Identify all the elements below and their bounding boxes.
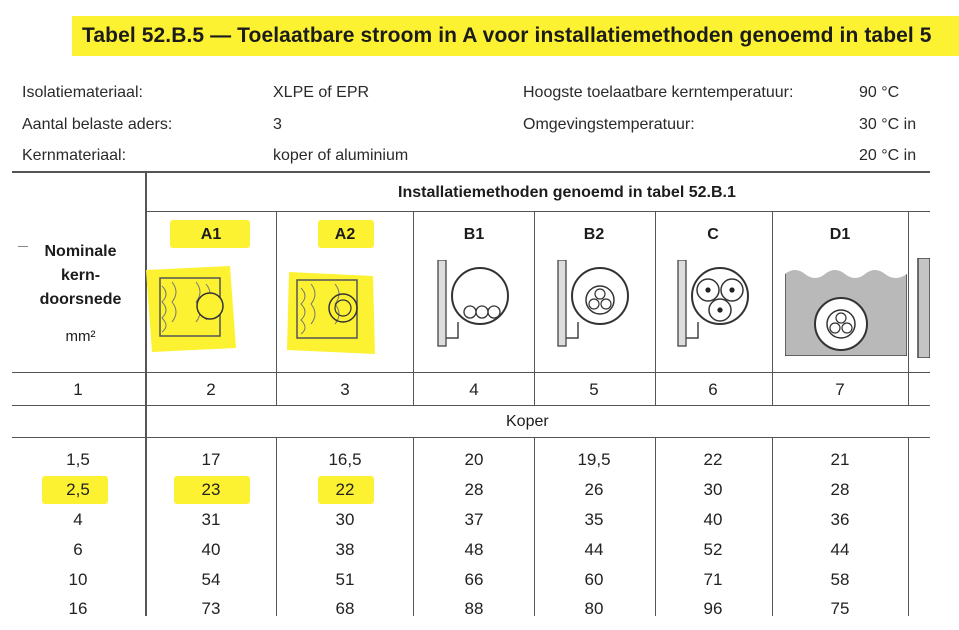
section-rule (12, 437, 930, 438)
col-divider (655, 212, 656, 405)
ampacity-cell: 40 (703, 510, 723, 529)
ambient-label: Omgevingstemperatuur: (523, 116, 695, 133)
illustration-bottom-rule (12, 372, 930, 373)
ampacity-cell: 28 (464, 480, 484, 499)
ampacity-cell: 30 (703, 480, 723, 499)
size-column-header (18, 240, 143, 312)
col-divider (276, 438, 277, 616)
max-temp-label: Hoogste toelaatbare kerntemperatuur: (523, 84, 794, 101)
size-header-line1: Nominale (44, 243, 117, 260)
ampacity-cell: 75 (830, 599, 850, 618)
ampacity-cell: 38 (335, 540, 355, 559)
ampacity-cell: 30 (335, 510, 355, 529)
ampacity-cell: 22 (703, 450, 723, 469)
size-header-line3: doorsnede (39, 291, 122, 308)
ampacity-cell: 35 (584, 510, 604, 529)
core-material-value: koper of aluminium (273, 147, 409, 164)
first-col-divider (145, 171, 147, 616)
col-number-6: 6 (708, 380, 718, 399)
ampacity-cell: 26 (584, 480, 604, 499)
method-a1: A1 (200, 226, 222, 243)
ampacity-cell: 71 (703, 570, 723, 589)
size-header-line2: kern- (60, 267, 101, 284)
a2-illustration (287, 270, 379, 358)
ampacity-cell: 66 (464, 570, 484, 589)
ampacity-cell: 21 (830, 450, 850, 469)
size-unit: mm² (65, 328, 96, 345)
a1-illustration (146, 266, 238, 354)
col-divider (655, 438, 656, 616)
ampacity-cell: 22 (335, 480, 355, 499)
col-divider (534, 212, 535, 405)
ampacity-cell: 17 (201, 450, 221, 469)
ampacity-cell: 73 (201, 599, 221, 618)
ampacity-cell: 88 (464, 599, 484, 618)
column-number-rule (12, 405, 930, 406)
ampacity-cell: 23 (201, 480, 221, 499)
col-divider (413, 212, 414, 405)
loaded-cores-label: Aantal belaste aders: (22, 116, 173, 133)
col-number-4: 4 (469, 380, 479, 399)
ampacity-cell: 96 (703, 599, 723, 618)
size-cell: 10 (68, 570, 88, 589)
ampacity-cell: 48 (464, 540, 484, 559)
ampacity-cell: 44 (584, 540, 604, 559)
ampacity-cell: 16,5 (328, 450, 362, 469)
size-cell: 2,5 (66, 480, 90, 499)
core-material-label: Kernmateriaal: (22, 147, 127, 164)
col-number-2: 2 (206, 380, 216, 399)
ampacity-cell: 80 (584, 599, 604, 618)
ampacity-cell: 51 (335, 570, 355, 589)
ampacity-cell: 37 (464, 510, 484, 529)
col-divider (534, 438, 535, 616)
table-title-highlight (72, 16, 959, 56)
size-cell: 16 (68, 599, 88, 618)
ambient-value-air: 30 °C in (859, 116, 917, 133)
table-title: Tabel 52.B.5 — Toelaatbare stroom in A voor installatiemethoden genoemd in tabel 5 (82, 24, 932, 47)
ampacity-cell: 44 (830, 540, 850, 559)
c-illustration (676, 260, 758, 348)
ampacity-cell: 31 (201, 510, 221, 529)
ampacity-cell: 19,5 (577, 450, 611, 469)
col-divider (772, 212, 773, 405)
method-a2: A2 (334, 226, 356, 243)
ampacity-cell: 40 (201, 540, 221, 559)
table-top-rule (12, 171, 930, 173)
insulation-label: Isolatiemateriaal: (22, 84, 143, 101)
b1-illustration (436, 260, 518, 348)
method-b1: B1 (463, 226, 485, 243)
ampacity-cell: 36 (830, 510, 850, 529)
group-header: Installatiemethoden genoemd in tabel 52.B.1 (398, 184, 736, 201)
size-cell: 4 (73, 510, 83, 529)
ampacity-cell: 58 (830, 570, 850, 589)
ampacity-cell: 20 (464, 450, 484, 469)
method-c: C (707, 226, 719, 243)
ampacity-cell: 68 (335, 599, 355, 618)
method-b2: B2 (583, 226, 605, 243)
loaded-cores-value: 3 (273, 116, 282, 133)
col-divider (276, 212, 277, 405)
section-label-koper: Koper (506, 413, 549, 430)
b2-illustration (556, 260, 638, 348)
max-temp-value: 90 °C (859, 84, 900, 101)
size-cell: 6 (73, 540, 83, 559)
col-number-3: 3 (340, 380, 350, 399)
size-cell: 1,5 (66, 450, 90, 469)
method-d1: D1 (829, 226, 851, 243)
col-number-7: 7 (835, 380, 845, 399)
col-divider (772, 438, 773, 616)
col-number-1: 1 (73, 380, 83, 399)
ampacity-cell: 60 (584, 570, 604, 589)
d1-illustration (785, 260, 907, 356)
ampacity-cell: 54 (201, 570, 221, 589)
col-divider (413, 438, 414, 616)
header-tick (18, 246, 28, 247)
ambient-value-ground: 20 °C in (859, 147, 917, 164)
ampacity-cell: 28 (830, 480, 850, 499)
next-column-illustration-edge (914, 258, 930, 358)
group-header-rule (145, 211, 930, 212)
ampacity-cell: 52 (703, 540, 723, 559)
col-number-5: 5 (589, 380, 599, 399)
col-divider (908, 212, 909, 405)
insulation-value: XLPE of EPR (273, 84, 370, 101)
col-divider (908, 438, 909, 616)
